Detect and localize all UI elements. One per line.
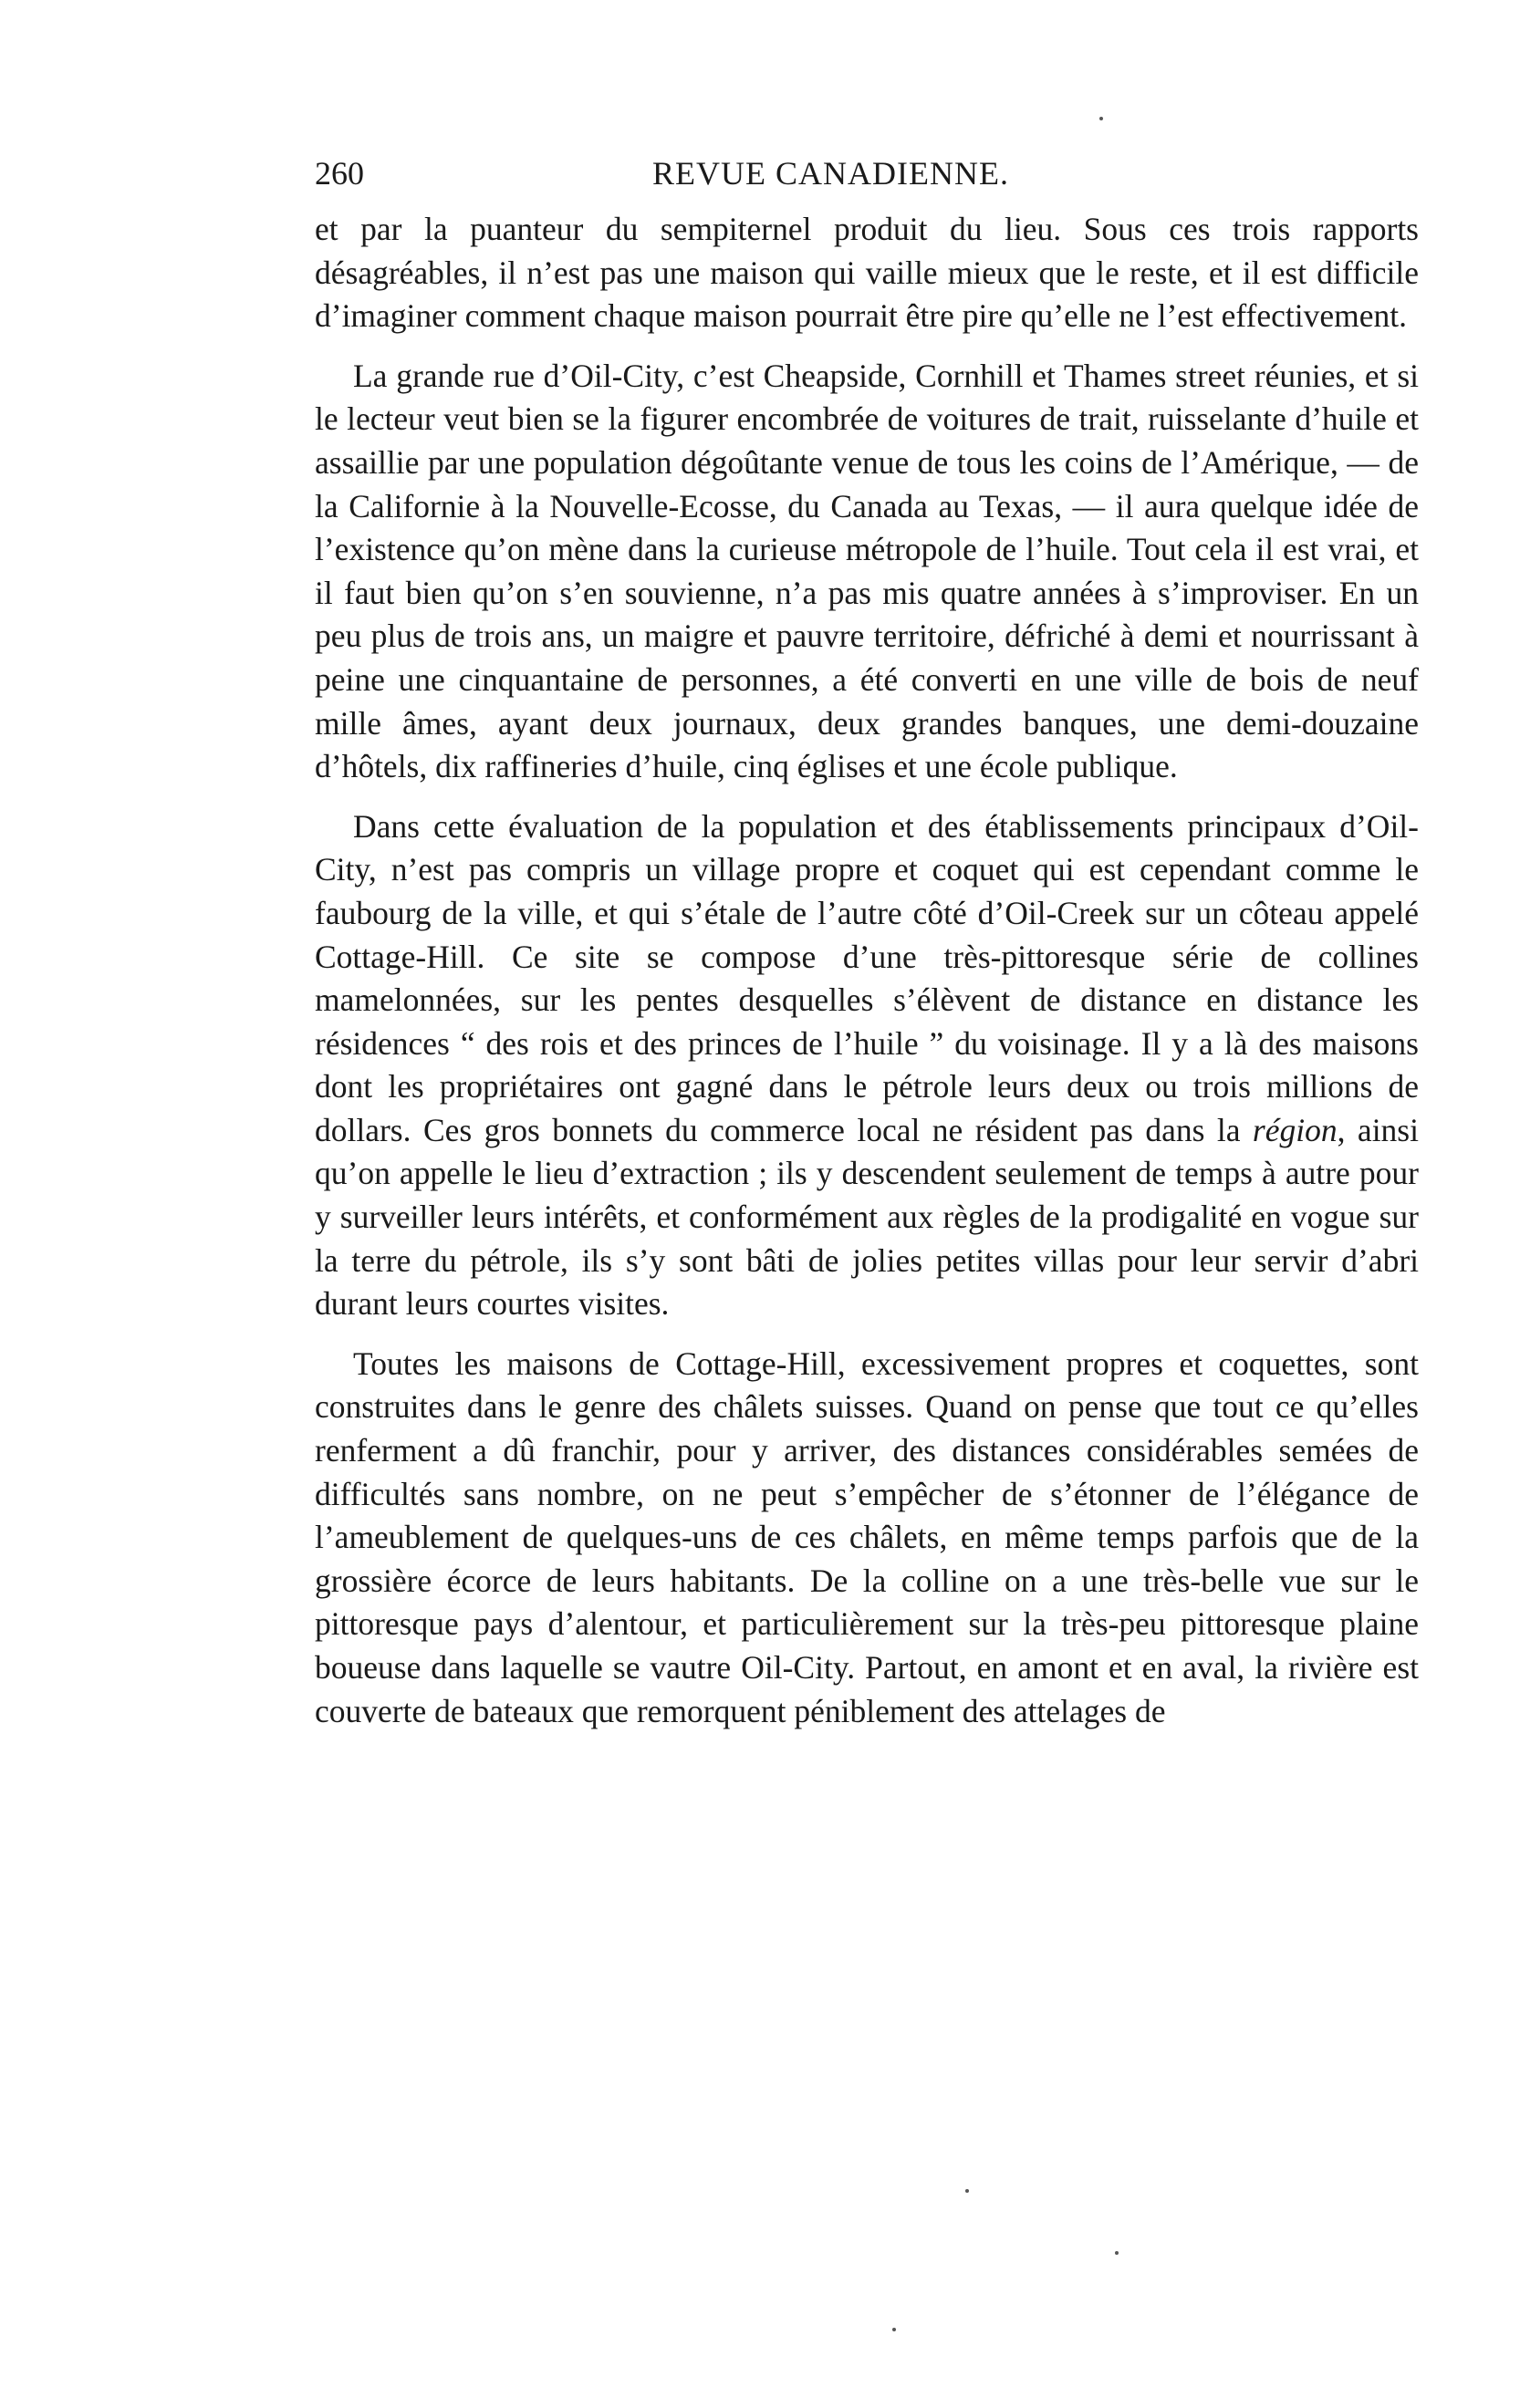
book-page bbox=[315, 153, 1419, 1733]
text-body bbox=[315, 208, 1419, 1733]
paragraph-text-part: , ainsi qu’on appelle le lieu d’extraction ; ils y descendent seulement de temps à autre pour y surveiller leurs intérêts, et conformément aux règles de la prodigalité en vogue sur la terre du pétrole, ils s’y sont bâti de jolies petites villas pour leur servir d’abri durant leurs courtes visites. bbox=[315, 1111, 1419, 1323]
ink-speck bbox=[1099, 117, 1103, 120]
running-head bbox=[315, 153, 1419, 208]
paragraph-cottage-hill-houses: Toutes les maisons de Cottage-Hill, excessivement propres et coquettes, sont construites dans le genre des châlets suisses. Quand on pense que tout ce qu’elles renferment a dû franchir, pour y arriver, des distances considérables semées de difficultés sans nombre, on ne peut s’empêcher de s’étonner de l’élégance de l’ameublement de quelques-uns de ces châlets, en même temps parfois que de la grossière écorce de leurs habitants. De la colline on a une très-belle vue sur le pittoresque pays d’alentour, et particulièrement sur la très-peu pittoresque plaine boueuse dans laquelle se vautre Oil-City. Partout, en amont et en aval, la rivière est couverte de bateaux que remorquent péniblement des attelages de bbox=[315, 1344, 1419, 1729]
paragraph-text-part: Dans cette évaluation de la population et des établissements principaux d’Oil-City, n’est pas compris un village propre et coquet qui est cependant comme le faubourg de la ville, et qui s’étale de l’autre côté d’Oil-Creek sur un côteau appelé Cottage-Hill. Ce site se compose d’une très-pittoresque série de collines mamelonnées, sur les pentes desquelles s’élèvent de distance en distance les résidences “ des rois et des princes de l’huile ” du voisinage. Il y a là des maisons dont les propriétaires ont gagné dans le pétrole leurs deux ou trois millions de dollars. Ces gros bonnets du commerce local ne résident pas dans la bbox=[315, 807, 1419, 1148]
journal-title: REVUE CANADIENNE. bbox=[652, 155, 1009, 192]
ink-speck bbox=[892, 2328, 896, 2331]
ink-speck bbox=[965, 2189, 969, 2193]
paragraph-continuation: et par la puanteur du sempiternel produit du lieu. Sous ces trois rapports désagréables, il n’est pas une maison qui vaille mieux que le reste, et il est difficile d’imaginer comment chaque maison pourrait être pire qu’elle ne l’est effectivement. bbox=[315, 211, 1419, 335]
italic-term-region: région bbox=[1252, 1111, 1338, 1148]
page-number: 260 bbox=[315, 155, 364, 192]
paragraph-oil-city-main-street: La grande rue d’Oil-City, c’est Cheapside, Cornhill et Thames street réunies, et si le lecteur veut bien se la figurer encombrée de voitures de trait, ruisselante d’huile et assaillie par une population dégoûtante venue de tous les coins de l’Amérique, — de la Californie à la Nouvelle-Ecosse, du Canada au Texas, — il aura quelque idée de l’existence qu’on mène dans la curieuse métropole de l’huile. Tout cela il est vrai, et il faut bien qu’on s’en souvienne, n’a pas mis quatre années à s’improviser. En un peu plus de trois ans, un maigre et pauvre territoire, défriché à demi et nourrissant à peine une cinquantaine de personnes, a été converti en une ville de bois de neuf mille âmes, ayant deux journaux, deux grandes banques, une demi-douzaine d’hôtels, dix raffineries d’huile, cinq églises et une école publique. bbox=[315, 357, 1419, 785]
ink-speck bbox=[1115, 2251, 1119, 2255]
paragraph-cottage-hill-village bbox=[315, 805, 1419, 1326]
